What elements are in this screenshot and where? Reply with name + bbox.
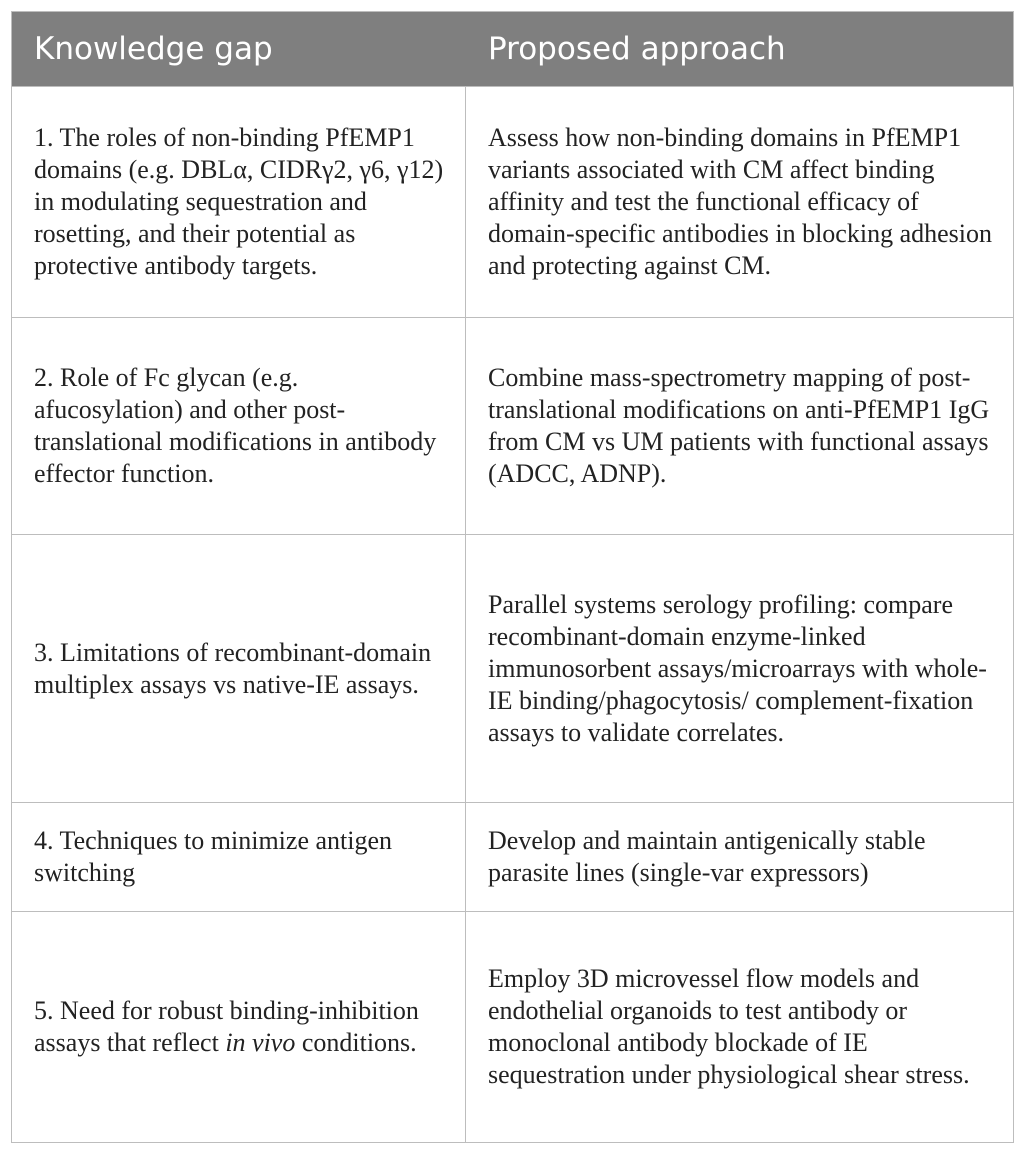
gap-text (34, 995, 447, 1059)
table-row (12, 317, 1013, 534)
approach-text: Assess how non-binding domains in PfEMP1 variants associated with CM affect binding affinity and test the functional efficacy of domain-specific antibodies in blocking adhesion and protecting against CM. (488, 123, 992, 280)
approach-cell (466, 803, 1013, 911)
header-knowledge-gap: Knowledge gap (34, 31, 273, 67)
approach-cell (466, 87, 1013, 317)
table-row (12, 802, 1013, 911)
approach-text: Combine mass-spectrometry mapping of post-translational modifications on anti-PfEMP1 IgG from CM vs UM patients with functional assays (ADCC, ADNP). (488, 363, 990, 488)
approach-text: Employ 3D microvessel flow models and endothelial organoids to test antibody or monoclonal antibody blockade of IE sequestration under physiological shear stress. (488, 964, 970, 1089)
gap-text: 2. Role of Fc glycan (e.g. afucosylation) and other post-translational modifications in antibody effector function. (34, 363, 437, 488)
gap-text-suffix: conditions. (295, 1028, 417, 1057)
gap-text: 3. Limitations of recombinant-domain multiplex assays vs native-IE assays. (34, 637, 432, 699)
approach-text: Develop and maintain antigenically stable parasite lines (single-var expressors) (488, 826, 926, 887)
approach-cell (466, 318, 1013, 534)
gap-cell (12, 803, 466, 911)
header-proposed-approach: Proposed approach (488, 31, 786, 67)
table-row (12, 911, 1013, 1142)
gap-cell (12, 535, 466, 802)
table-row (12, 534, 1013, 802)
knowledge-gap-table (11, 11, 1014, 1143)
gap-cell (12, 912, 466, 1142)
gap-text-italic: in vivo (225, 1028, 296, 1057)
approach-text: Parallel systems serology profiling: compare recombinant-domain enzyme-linked immunosorbent assays/microarrays with whole-IE binding/phagocytosis/ complement-fixation assays to validate correlates. (488, 589, 987, 747)
gap-text-prefix: 5. Need for robust binding-inhibition assays that reflect (34, 996, 419, 1057)
gap-cell (12, 318, 466, 534)
gap-text: 4. Techniques to minimize antigen switching (34, 826, 393, 887)
table-header-row (12, 12, 1013, 86)
gap-text: 1. The roles of non-binding PfEMP1 domains (e.g. DBLα, CIDRγ2, γ6, γ12) in modulating sequestration and rosetting, and their potential as protective antibody targets. (34, 123, 444, 280)
approach-cell (466, 535, 1013, 802)
table-row (12, 86, 1013, 317)
approach-cell (466, 912, 1013, 1142)
gap-cell (12, 87, 466, 317)
